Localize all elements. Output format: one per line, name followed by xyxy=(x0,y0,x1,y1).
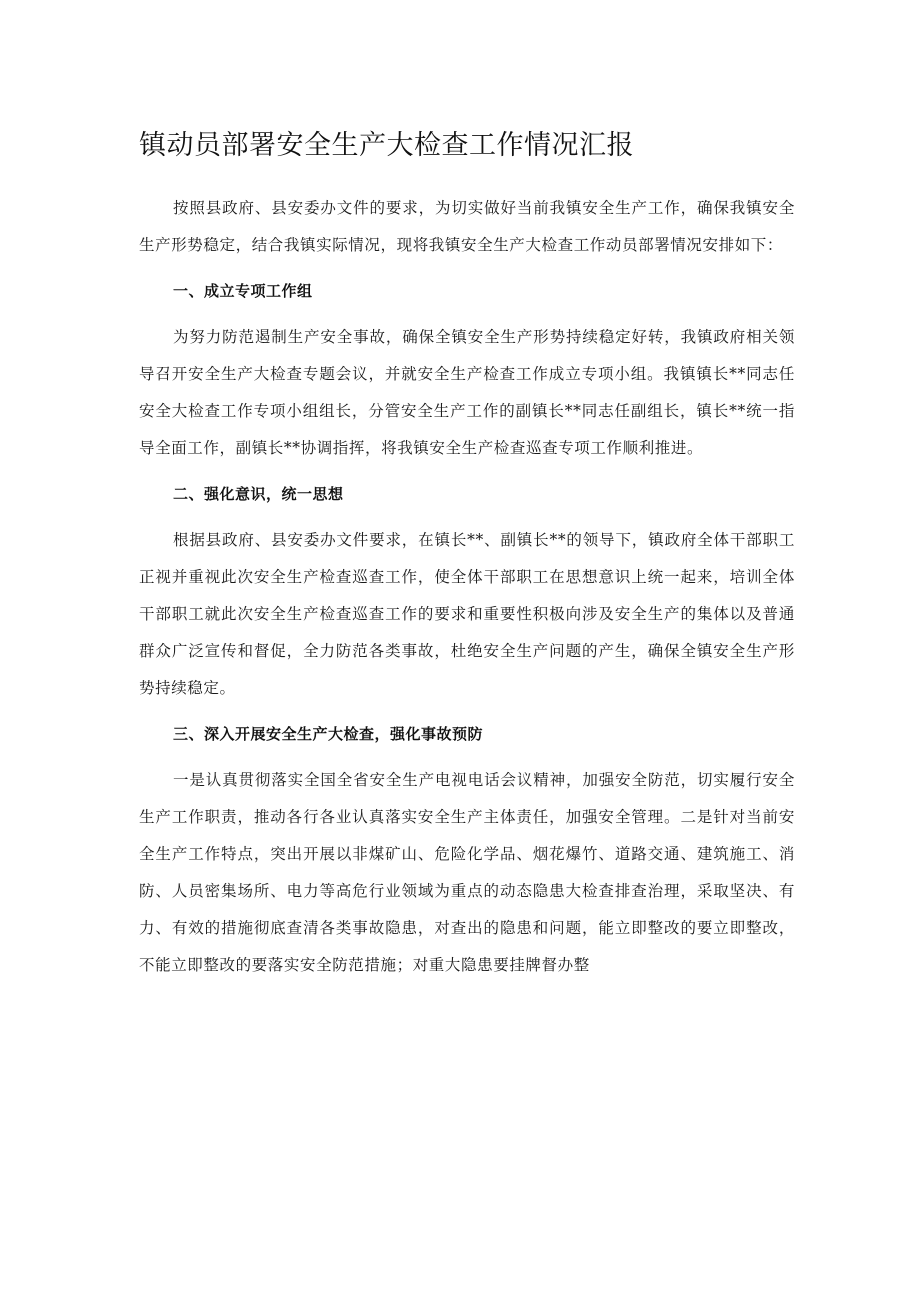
section-1-paragraph: 为努力防范遏制生产安全事故，确保全镇安全生产形势持续稳定好转，我镇政府相关领导召开安全生产大检查专题会议，并就安全生产检查工作成立专项小组。我镇镇长**同志任安全大检查工作专项小组组长，分管安全生产工作的副镇长**同志任副组长，镇长**统一指导全面工作，副镇长**协调指挥，将我镇安全生产检查巡查专项工作顺利推进。 xyxy=(139,328,795,457)
section-2-paragraph: 根据县政府、县安委办文件要求，在镇长**、副镇长**的领导下，镇政府全体干部职工正视并重视此次安全生产检查巡查工作，使全体干部职工在思想意识上统一起来，培训全体干部职工就此次安全生产检查巡查工作的要求和重要性积极向涉及安全生产的集体以及普通群众广泛宣传和督促，全力防范各类事故，杜绝安全生产问题的产生，确保全镇安全生产形势持续稳定。 xyxy=(139,531,795,697)
section-2-heading: 二、强化意识，统一思想 xyxy=(173,485,344,503)
section-1-heading: 一、成立专项工作组 xyxy=(173,282,313,300)
section-3-heading: 三、深入开展安全生产大检查，强化事故预防 xyxy=(173,725,484,743)
section-3-paragraph: 一是认真贯彻落实全国全省安全生产电视电话会议精神，加强安全防范，切实履行安全生产工作职责，推动各行各业认真落实安全生产主体责任，加强安全管理。二是针对当前安全生产工作特点，突出开展以非煤矿山、危险化学品、烟花爆竹、道路交通、建筑施工、消防、人员密集场所、电力等高危行业领域为重点的动态隐患大检查排查治理，采取坚决、有力、有效的措施彻底查清各类事故隐患，对查出的隐患和问题，能立即整改的要立即整改，不能立即整改的要落实安全防范措施；对重大隐患要挂牌督办整 xyxy=(139,771,795,974)
document-body xyxy=(139,124,795,984)
document-title: 镇动员部署安全生产大检查工作情况汇报 xyxy=(139,130,634,161)
intro-paragraph: 按照县政府、县安委办文件的要求，为切实做好当前我镇安全生产工作，确保我镇安全生产形势稳定，结合我镇实际情况，现将我镇安全生产大检查工作动员部署情况安排如下： xyxy=(139,199,795,254)
